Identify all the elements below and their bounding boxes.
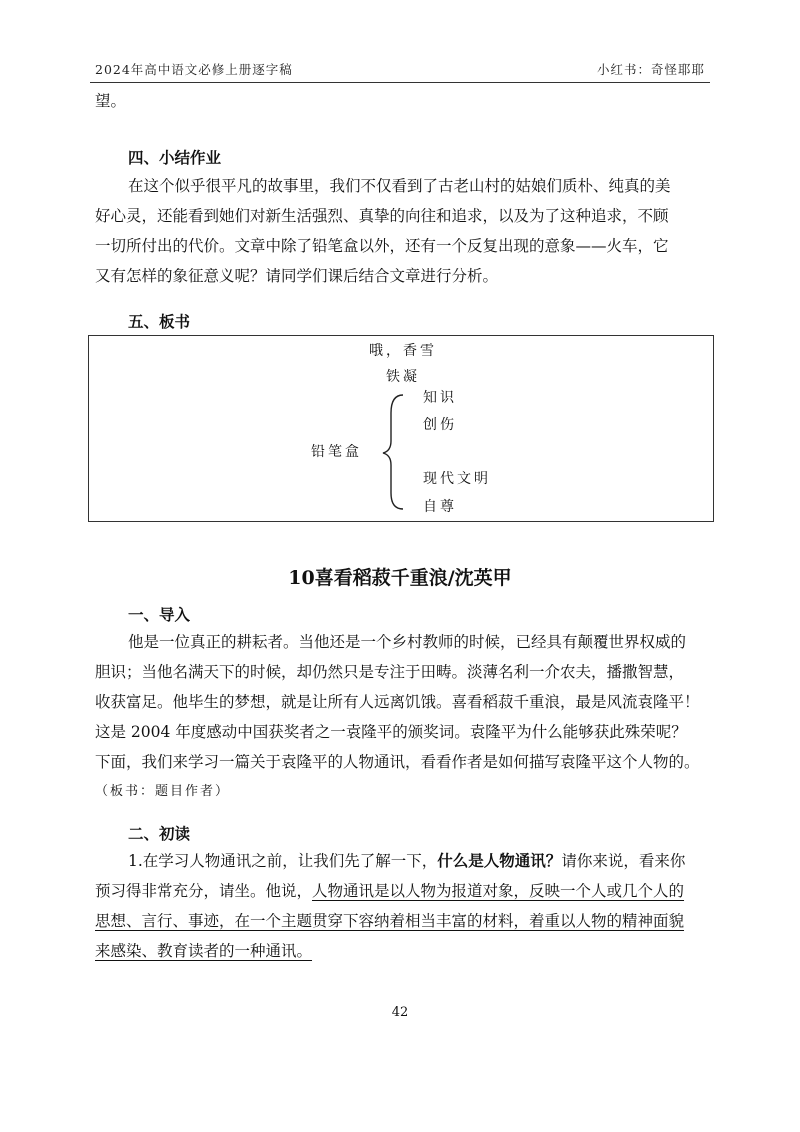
board-note: （板书：题目作者）	[95, 784, 231, 799]
first-read-line	[95, 876, 715, 906]
board-branch: 知识	[423, 390, 457, 406]
header-source: 小红书：奇怪耶耶	[596, 62, 705, 77]
board-branch: 创伤	[423, 417, 457, 433]
intro-paragraph	[95, 627, 715, 807]
blackboard-box	[88, 335, 714, 522]
first-read-paragraph	[95, 846, 715, 966]
header-title: 2024年高中语文必修上册逐字稿	[95, 62, 293, 77]
summary-line: 一切所付出的代价。文章中除了铅笔盒以外，还有一个反复出现的意象——火车，它	[95, 237, 669, 255]
page-header	[95, 58, 705, 80]
section-heading-summary: 四、小结作业	[128, 148, 222, 167]
board-branch: 现代文明	[423, 471, 491, 487]
section-heading-board: 五、板书	[128, 312, 191, 331]
section-heading-first-read: 二、初读	[128, 824, 191, 843]
summary-line: 好心灵，还能看到她们对新生活强烈、真挚的向往和追求，以及为了这种追求，不顾	[95, 207, 669, 225]
board-branch: 自尊	[423, 499, 457, 515]
lesson-title: 10喜看稻菽千重浪/沈英甲	[288, 567, 512, 589]
page-number: 42	[391, 1005, 409, 1020]
summary-paragraph	[95, 171, 715, 291]
header-divider	[90, 82, 710, 83]
intro-line: 下面，我们来学习一篇关于袁隆平的人物通讯，看看作者是如何描写袁隆平这个人物的。	[95, 753, 700, 771]
bold-question: 什么是人物通讯？	[437, 851, 562, 870]
summary-line: 在这个似乎很平凡的故事里，我们不仅看到了古老山村的姑娘们质朴、纯真的美	[128, 177, 671, 195]
intro-line: 这是 2004 年度感动中国获奖者之一袁隆平的颁奖词。袁隆平为什么能够获此殊荣呢？	[95, 723, 687, 741]
first-read-line	[95, 846, 715, 876]
intro-line: 胆识；当他名满天下的时候，却仍然只是专注于田畴。淡薄名利一介农夫，播撒智慧，	[95, 663, 685, 681]
intro-line: 他是一位真正的耕耘者。当他还是一个乡村教师的时候，已经具有颠覆世界权威的	[128, 633, 687, 651]
intro-line: 收获富足。他毕生的梦想，就是让所有人远离饥饿。喜看稻菽千重浪，最是风流袁隆平！	[95, 693, 700, 711]
text-span: 1.在学习人物通讯之前，让我们先了解一下，	[128, 852, 438, 870]
continued-text: 望。	[95, 92, 127, 110]
underlined-definition: 人物通讯是以人物为报道对象，反映一个人或几个人的	[312, 882, 685, 900]
board-title: 哦，香雪	[369, 343, 437, 359]
brace-icon	[379, 391, 409, 513]
underlined-definition: 来感染、教育读者的一种通讯。	[95, 942, 313, 960]
board-center: 铅笔盒	[311, 444, 362, 460]
summary-line: 又有怎样的象征意义呢？请同学们课后结合文章进行分析。	[95, 267, 499, 285]
section-heading-intro: 一、导入	[128, 605, 191, 624]
underlined-definition: 思想、言行、事迹，在一个主题贯穿下容纳着相当丰富的材料，着重以人物的精神面貌	[95, 912, 685, 930]
text-span: 预习得非常充分，请坐。他说，	[95, 882, 313, 900]
text-span: 请你来说，看来你	[561, 852, 686, 870]
board-author: 铁凝	[386, 369, 420, 385]
